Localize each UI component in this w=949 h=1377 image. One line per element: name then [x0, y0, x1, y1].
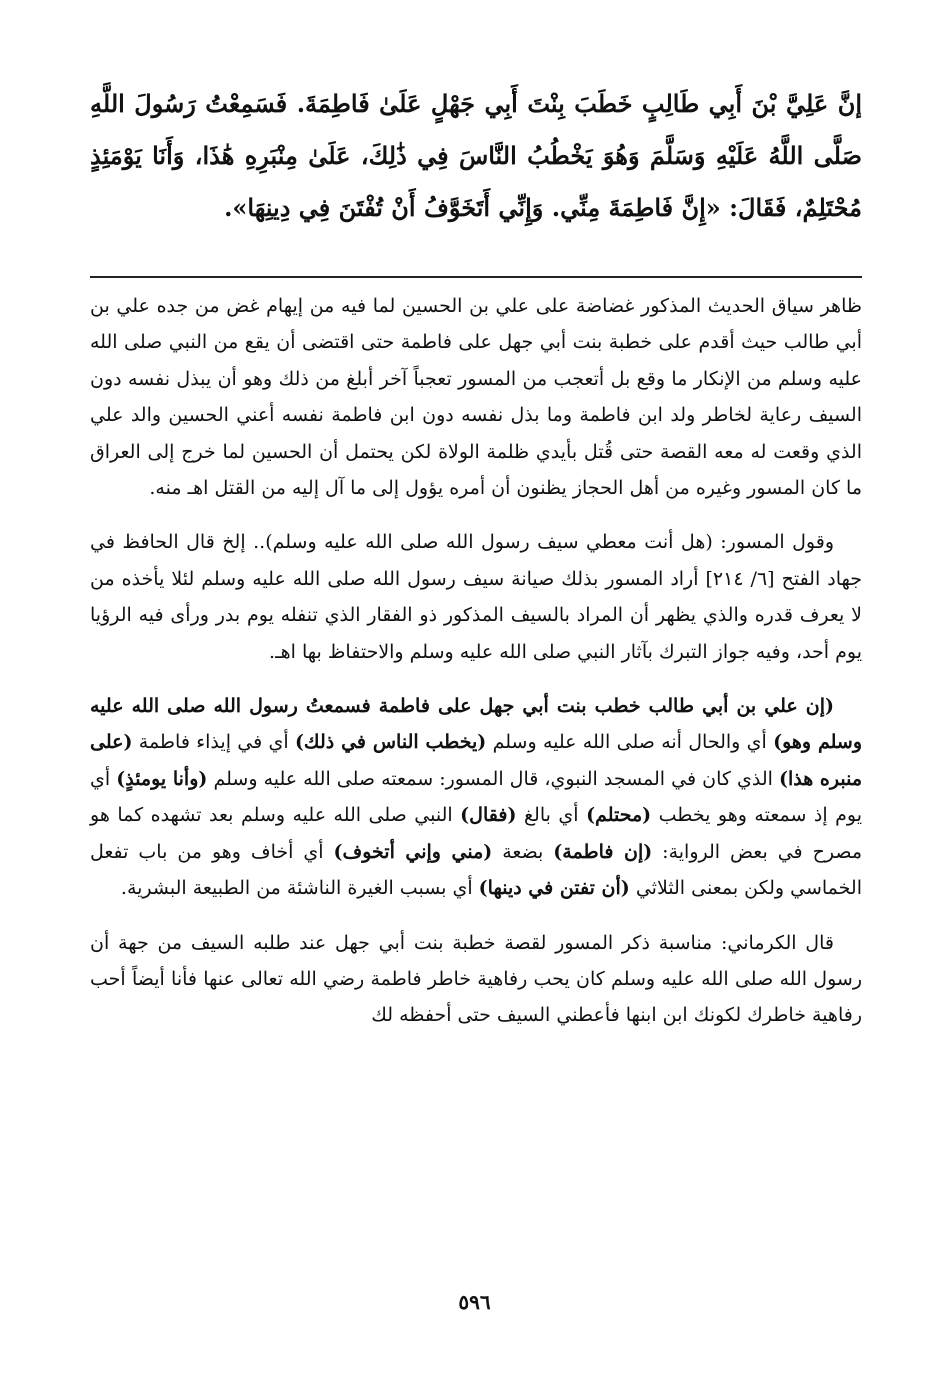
commentary-paragraph-4: قال الكرماني: مناسبة ذكر المسور لقصة خطبة بنت أبي جهل عند طلبه السيف من جهة أن رسول الله صلى الله عليه وسلم كان يحب رفاهية خاطر فاطمة رضي الله تعالى عنها فأنا أيضاً أحب رفاهية خاطرك لكونك ابن ابنها فأعطني السيف حتى أحفظه لك — [90, 931, 862, 1027]
book-page — [90, 78, 862, 1052]
explanation-text: أي والحال أنه صلى الله عليه وسلم — [486, 731, 774, 754]
footnote-divider — [90, 276, 862, 278]
explanation-text: الذي كان في المسجد النبوي، قال المسور: سمعته صلى الله عليه وسلم — [207, 767, 779, 790]
quoted-matn: (إن فاطمة) — [553, 840, 653, 863]
hadith-text: إنَّ عَلِيَّ بْنَ أَبِي طَالِبٍ خَطَبَ بِنْتَ أَبِي جَهْلٍ عَلَىٰ فَاطِمَةَ. فَسَمِعْتُ رَسُولَ اللَّهِ صَلَّى اللَّهُ عَلَيْهِ وَسَلَّمَ وَهُوَ يَخْطُبُ النَّاسَ فِي ذَٰلِكَ، عَلَىٰ مِنْبَرِهِ هَٰذَا، وَأَنَا يَوْمَئِذٍ مُحْتَلِمٌ، فَقَالَ: «إِنَّ فَاطِمَةَ مِنِّي. وَإِنِّي أَتَخَوَّفُ أَنْ تُفْتَنَ فِي دِينِهَا». — [90, 89, 863, 222]
explanation-text: أي بالغ — [516, 804, 587, 827]
explanation-text: بضعة — [492, 840, 554, 863]
quoted-matn: (على منبره هذا) — [90, 731, 862, 790]
commentary-paragraph-2: وقول المسور: (هل أنت معطي سيف رسول الله صلى الله عليه وسلم).. إلخ قال الحافظ في جهاد الفتح [٦/ ٢١٤] أراد المسور بذلك صيانة سيف رسول الله صلى الله عليه وسلم لئلا يأخذه من لا يعرف قدره والذي يظهر أن المراد بالسيف المذكور ذو الفقار الذي تنفله يوم بدر ورأى فيه الرؤيا يوم أحد، وفيه جواز التبرك بآثار النبي صلى الله عليه وسلم والاحتفاظ بها اهـ. — [90, 531, 863, 663]
commentary-paragraph-1: ظاهر سياق الحديث المذكور غضاضة على علي بن الحسين لما فيه من إيهام غض من جده علي بن أبي طالب حيث أقدم على خطبة بنت أبي جهل على فاطمة حتى اقتضى أن يقع من النبي صلى الله عليه وسلم من الإنكار ما وقع بل أتعجب من المسور تعجباً آخر أبلغ من ذلك وهو أن يبذل نفسه دون السيف رعاية لخاطر ولد ابن فاطمة وما بذل نفسه دون ابن فاطمة نفسه أعني الحسين والد علي الذي وقعت له معه القصة حتى قُتل بأيدي ظلمة الولاة لكن يحتمل أن الحسين لما خرج إلى العراق ما كان المسور وغيره من أهل الحجاز يظنون أن أمره يؤول إلى ما آل إليه من القتل اهـ منه. — [90, 295, 862, 500]
quoted-matn: (يخطب الناس في ذلك) — [294, 731, 487, 754]
quoted-matn: (محتلم) — [586, 804, 652, 827]
quoted-matn: (مني وإني أتخوف) — [333, 840, 493, 863]
commentary-section — [90, 288, 862, 1034]
explanation-text: أي يوم إذ سمعته وهو يخطب — [90, 767, 863, 827]
explanation-text: النبي صلى الله عليه وسلم بعد تشهده كما هو مصرح في بعض الرواية: — [90, 804, 863, 863]
explanation-text: أي بسبب الغيرة الناشئة من الطبيعة البشرية. — [120, 877, 479, 900]
quoted-matn: (أن تفتن في دينها) — [478, 877, 630, 900]
quoted-matn: (وأنا يومئذٍ) — [116, 767, 208, 790]
explanation-text: أي أخاف وهو من باب تفعل الخماسي ولكن بمعنى الثلاثي — [90, 840, 862, 900]
quoted-matn: (إن علي بن أبي طالب خطب بنت أبي جهل على فاطمة فسمعتُ رسول الله صلى الله عليه وسلم وهو) — [90, 695, 862, 754]
commentary-paragraph-3 — [90, 688, 862, 906]
page-number: ٥٩٦ — [458, 1290, 491, 1314]
quoted-matn: (فقال) — [460, 804, 517, 827]
explanation-text: أي في إيذاء فاطمة — [132, 731, 295, 754]
